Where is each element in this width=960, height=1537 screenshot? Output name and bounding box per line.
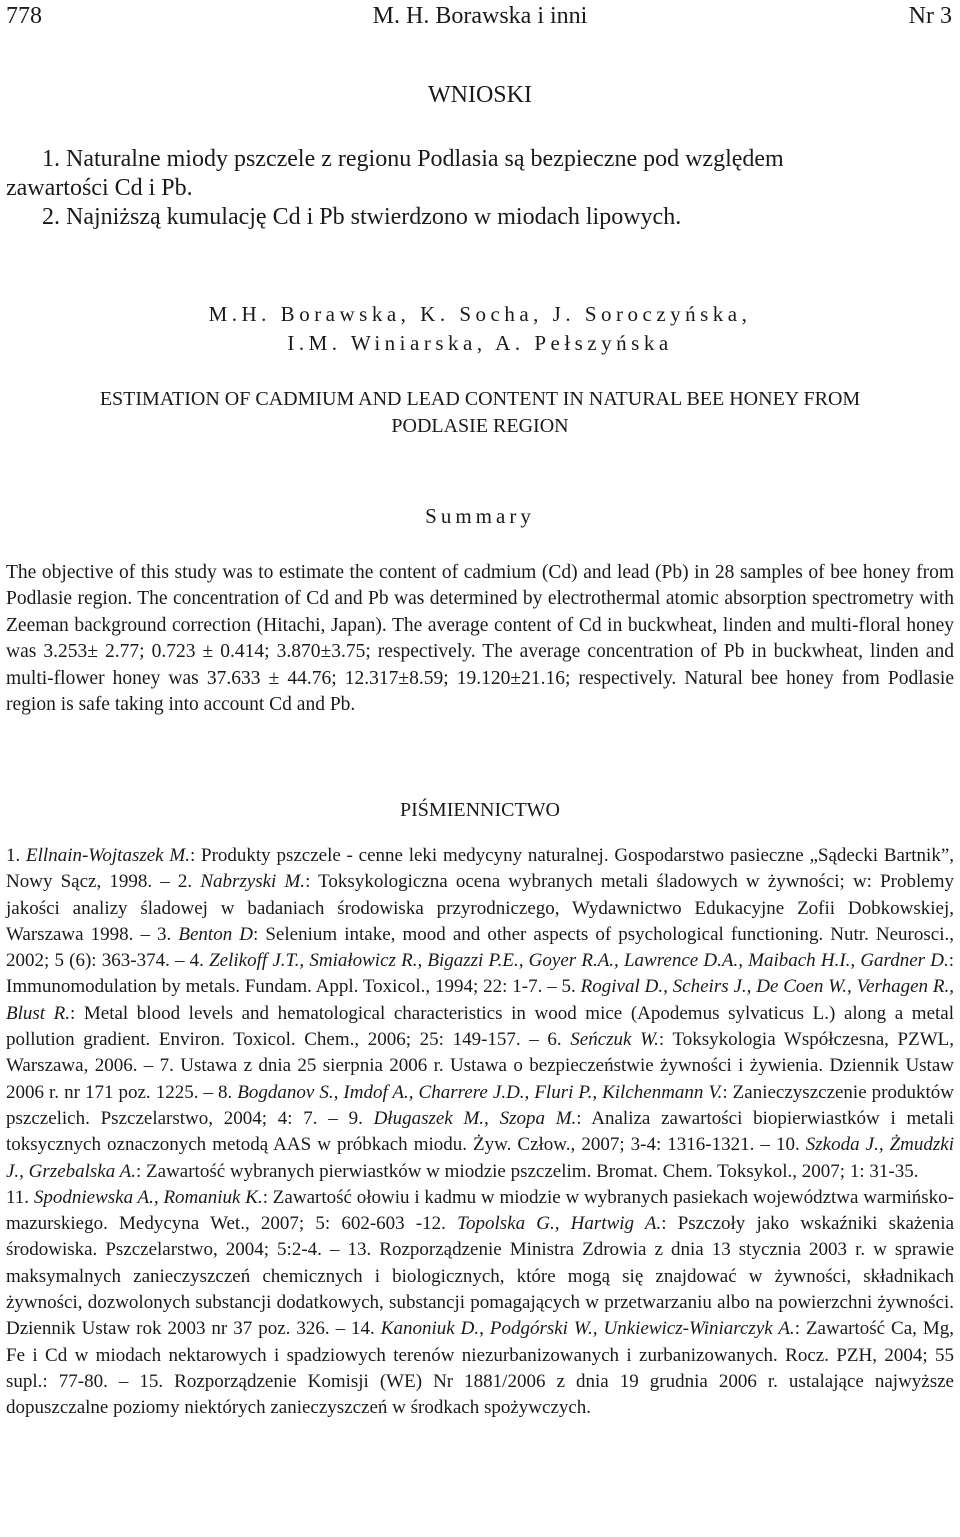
ref-text: : Zawartość Ca, Mg, Fe i Cd w miodach nektarowych i spadziowych terenów niezurbanizowanych i zurbanizowanych. Rocz. PZH, 2004; 55 supl.: 77-80. – 15. Rozporządzenie Komisji (WE) Nr 1881/2006 z dnia 19 grudnia 2006 r. ustalające najwyższe dopuszczalne poziomy niektórych zanieczyszczeń w środkach spożywczych. (6, 1318, 955, 1419)
ref-author: Bogdanov S., Imdof A., Charrere J.D., Fluri P., Kilchenmann V. (237, 1081, 723, 1103)
ref-text: : Zawartość ołowiu i kadmu w miodzie w wybranych pasiekach województwa warmińsko-mazurskiego. Medycyna Wet., 2007; 5: 602-603 -12. (6, 1186, 955, 1235)
references-list (6, 843, 954, 1422)
summary-text: The objective of this study was to estimate the content of cadmium (Cd) and lead (Pb) in 28 samples of bee honey from Podlasie region. The concentration of Cd and Pb was determined by electrothermal atomic absorption spectrometry with Zeeman background correction (Hitachi, Japan). The average content of Cd in buckwheat, linden and multi-floral honey was 3.253± 2.77; 0.723 ± 0.414; 3.870±3.75; respectively. The average concentration of Pb in buckwheat, linden and multi-flower honey was 37.633 ± 44.76; 12.317±8.59; 19.120±21.16; respectively. Natural bee honey from Podlasie region is safe taking into account Cd and Pb. (6, 562, 954, 716)
ref-author: Szkoda J., Żmudzki J., Grzebalska A. (6, 1134, 955, 1182)
ref-text: : Selenium intake, mood and other aspects of psychological functioning. Nutr. Neurosci., 2002; 5 (6): 363-374. – 4. (6, 923, 954, 972)
ref-author: Topolska G., Hartwig A. (457, 1213, 662, 1235)
summary-heading: Summary (425, 504, 535, 528)
ref-text: 1. (6, 845, 27, 866)
author-line-1: M.H. Borawska, K. Socha, J. Soroczyńska, (208, 302, 752, 326)
ref-text: : Toksykologiczna ocena wybranych metali śladowych w żywności; w: Problemy jakości analizy śladowej w badaniach środowiska przyrodniczego, Wydawnictwo Edukacyjne Zofii Dobkowskiej, Warszawa 1998. – 3. (6, 871, 954, 945)
issue-number: Nr 3 (908, 3, 952, 29)
conclusion-item-1-line-2: zawartości Cd i Pb. (6, 175, 193, 201)
ref-author: Kanoniuk D., Podgórski W., Unkiewicz-Winiarczyk A. (380, 1318, 795, 1340)
ref-author: Spodniewska A., Romaniuk K. (33, 1186, 263, 1208)
page-number: 778 (6, 3, 42, 29)
references-paragraph-2 (6, 1185, 954, 1422)
ref-author: Nabrzyski M. (200, 871, 306, 893)
ref-text: : Zanieczyszczenie produktów pszczelich. Pszczelarstwo, 2004; 4: 7. – 9. (6, 1081, 954, 1129)
running-header (0, 0, 960, 32)
ref-text: : Pszczoły jako wskaźniki skażenia środowiska. Pszczelarstwo, 2004; 5:2-4. – 13. Rozporządzenie Ministra Zdrowia z dnia 13 stycznia 2003 r. w sprawie maksymalnych zanieczyszczeń chemicznych i biologicznych, które mogą się znajdować w żywności, składnikach żywności, dozwolonych substancji dodatkowych, substancji pomagających w przetwarzaniu albo na powierzchni żywności. Dziennik Ustaw rok 2003 nr 37 poz. 326. – 14. (6, 1213, 955, 1340)
ref-author: Benton D (178, 923, 254, 945)
ref-author: Ellnain-Wojtaszek M. (26, 845, 190, 866)
references-paragraph-1 (6, 843, 954, 1185)
ref-text: : Toksykologia Współczesna, PZWL, Warszawa, 2006. – 7. Ustawa z dnia 25 sierpnia 2006 r. Ustawa o bezpieczeństwie żywności i żywienia. Dziennik Ustaw 2006 r. nr 171 poz. 1225. – 8. (6, 1029, 954, 1103)
ref-text: : Zawartość wybranych pierwiastków w miodzie pszczelim. Bromat. Chem. Toksykol., 2007; 1: 31-35. (136, 1160, 919, 1182)
ref-text: 11. (6, 1186, 34, 1208)
ref-text: : Produkty pszczele - cenne leki medycyny naturalnej. Gospodarstwo pasieczne „Sądecki Bartnik”, Nowy Sącz, 1998. – 2. (6, 845, 955, 893)
ref-author: Rogival D., Scheirs J., De Coen W., Verhagen R., Blust R. (6, 976, 954, 1024)
ref-author: Zelikoff J.T., Smiałowicz R., Bigazzi P.E., Goyer R.A., Lawrence D.A., Maibach H.I., Gardner D. (209, 950, 949, 972)
ref-text: : Analiza zawartości biopierwiastków i metali toksycznych oznaczonych metodą AAS w próbkach miodu. Żyw. Człow., 2007; 3-4: 1316-1321. – 10. (6, 1107, 955, 1156)
ref-text: : Metal blood levels and hematological characteristics in wood mice (Apodemus sylvaticus L.) along a metal pollution gradient. Environ. Toxicol. Chem., 2006; 25: 149-157. – 6. (6, 1002, 954, 1051)
ref-text: : Immunomodulation by metals. Fundam. Appl. Toxicol., 1994; 22: 1-7. – 5. (6, 950, 954, 998)
running-title: M. H. Borawska i inni (372, 3, 588, 29)
ref-author: Długaszek M., Szopa M. (373, 1107, 577, 1129)
author-list (0, 300, 960, 358)
author-line-2: I.M. Winiarska, A. Pełszyńska (287, 331, 673, 355)
conclusions-list (6, 145, 954, 232)
english-title: ESTIMATION OF CADMIUM AND LEAD CONTENT IN NATURAL BEE HONEY FROM PODLASIE REGION (99, 388, 861, 437)
conclusions-heading: WNIOSKI (428, 82, 532, 108)
references-heading: PIŚMIENNICTWO (400, 799, 560, 821)
conclusion-item-1-line-1: 1. Naturalne miody pszczele z regionu Podlasia są bezpieczne pod względem (42, 146, 784, 172)
conclusion-item-2: 2. Najniższą kumulację Cd i Pb stwierdzono w miodach lipowych. (42, 204, 682, 230)
ref-author: Seńczuk W. (570, 1029, 659, 1051)
